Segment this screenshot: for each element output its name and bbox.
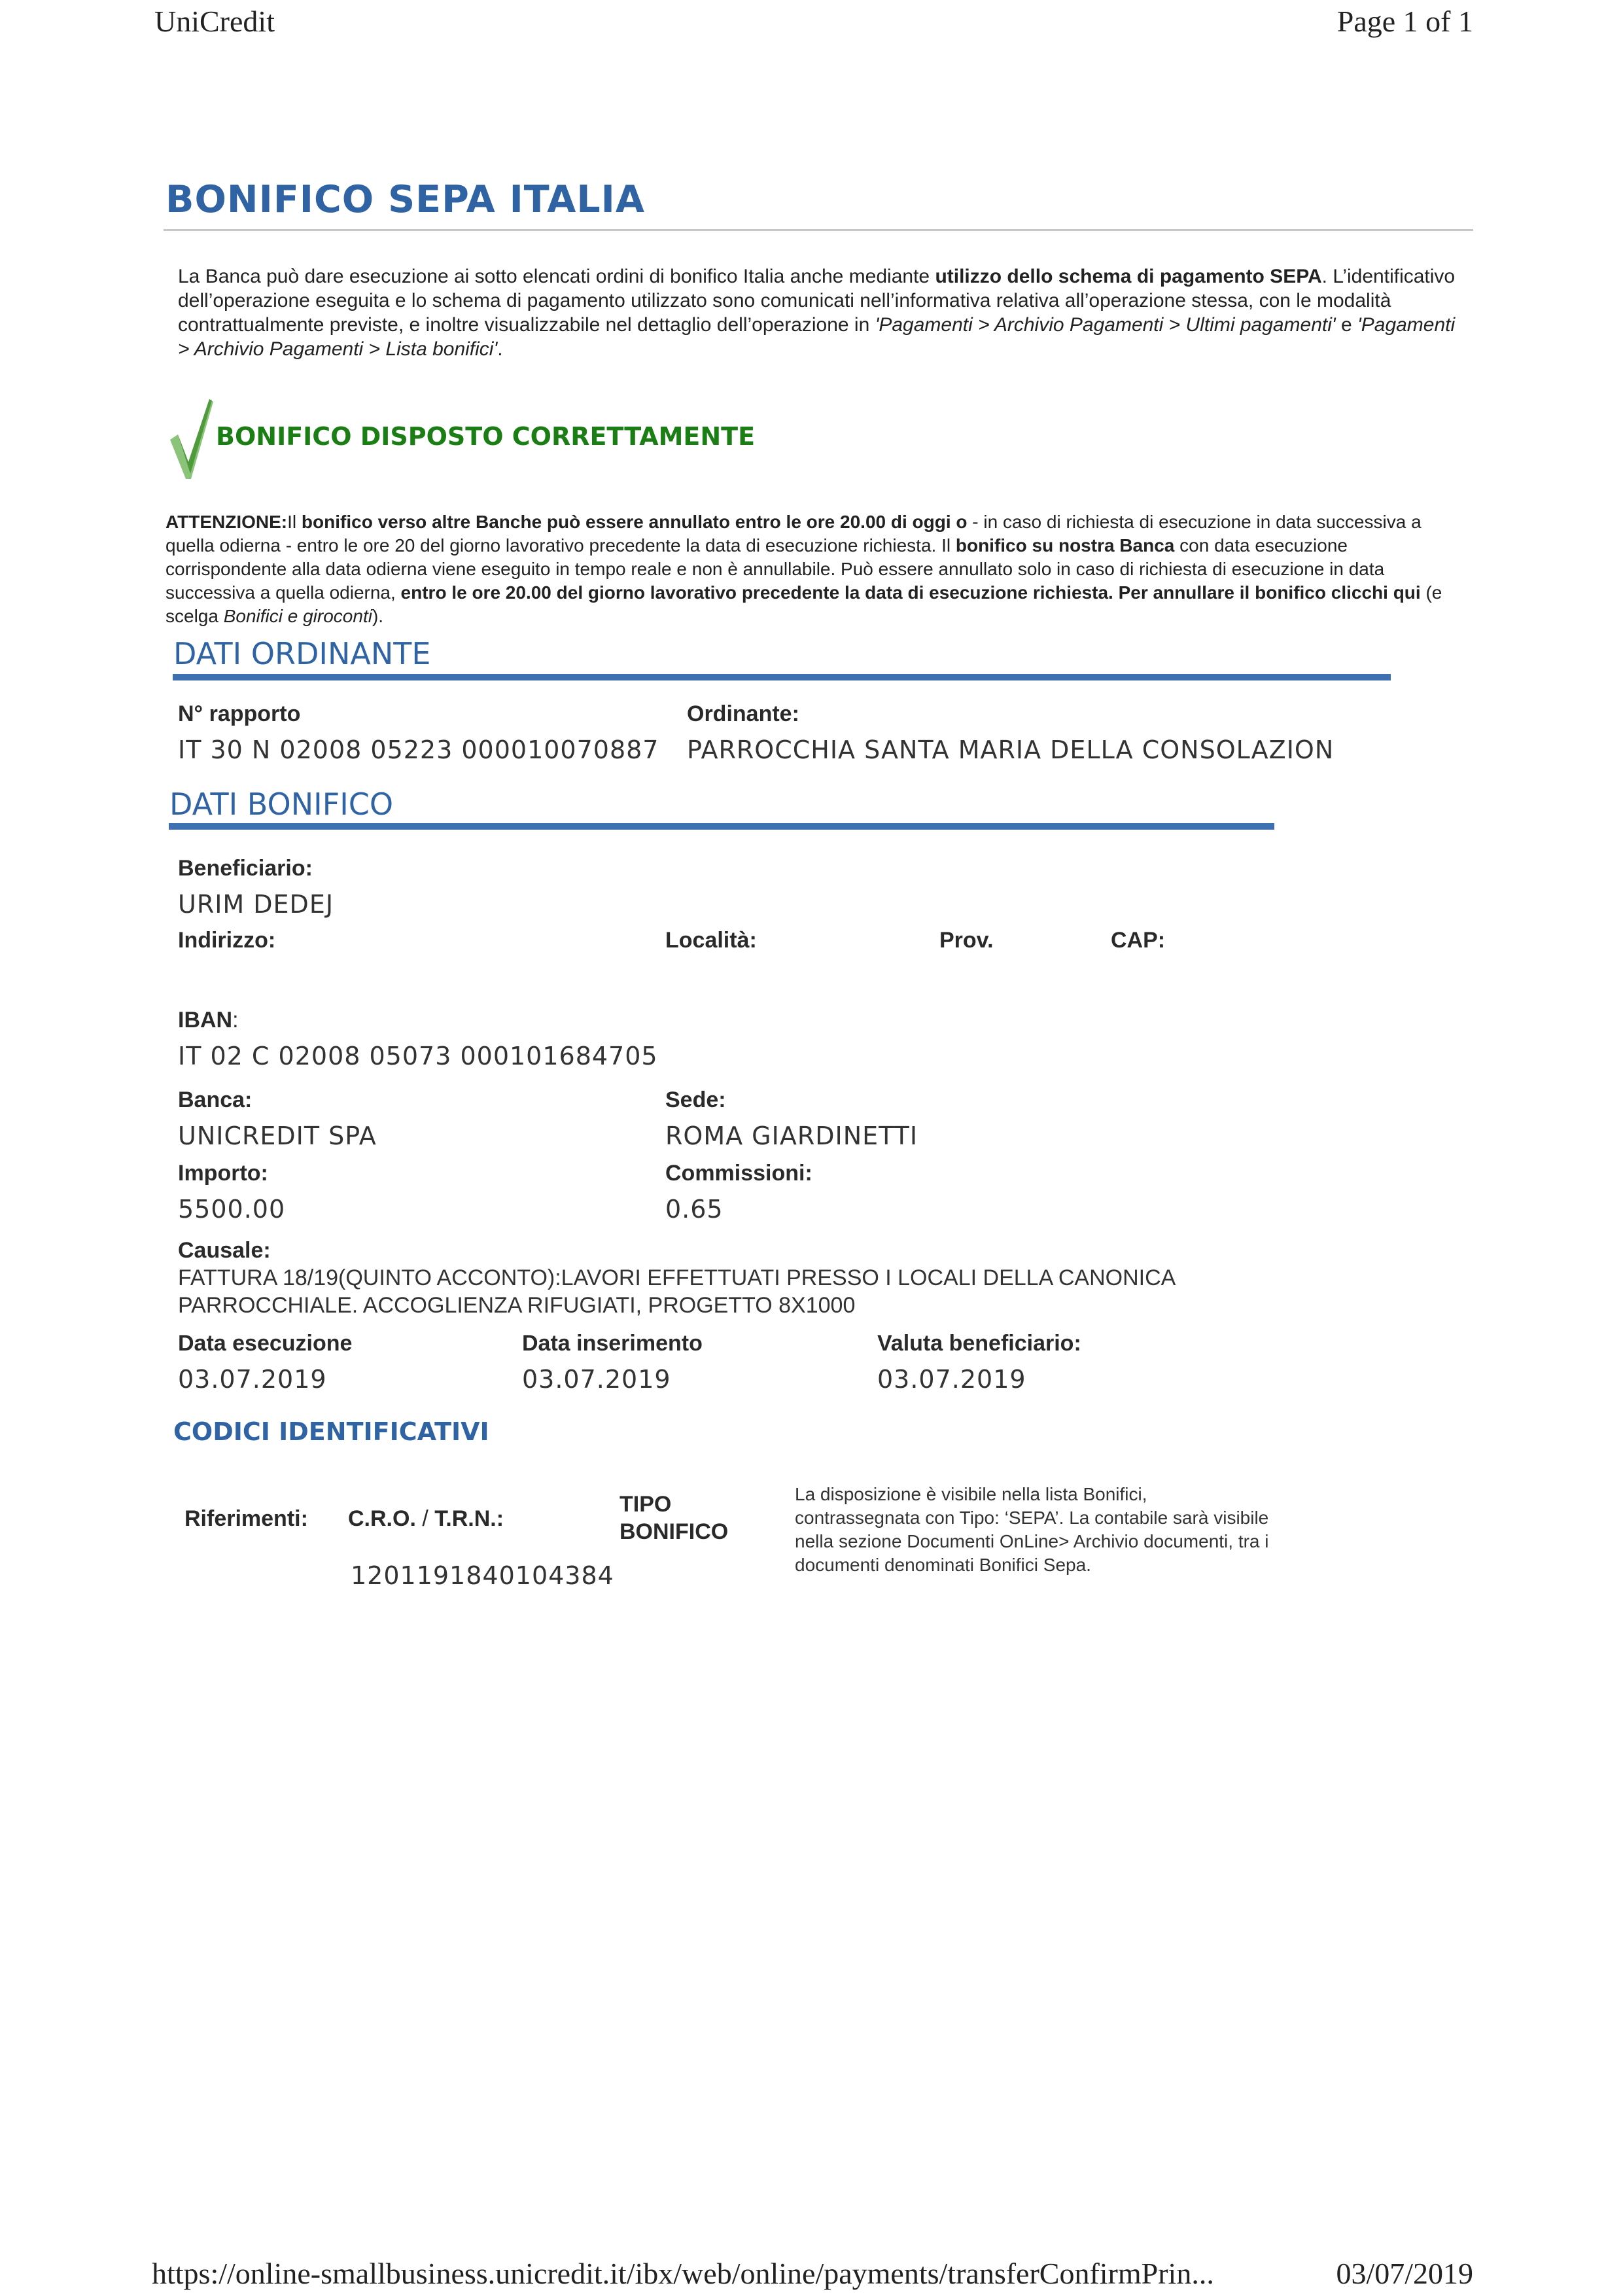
iban-label (178, 1008, 239, 1033)
valuta-label: Valuta beneficiario: (877, 1331, 1081, 1356)
banca-label: Banca: (178, 1087, 253, 1112)
sede-label: Sede: (665, 1087, 726, 1112)
intro-bold-1: utilizzo dello schema di pagamento SEPA (935, 266, 1322, 287)
iban-value: IT 02 C 02008 05073 000101684705 (178, 1042, 658, 1070)
section-title-codici: CODICI IDENTIFICATIVI (173, 1417, 489, 1446)
section-title-ordinante: DATI ORDINANTE (173, 636, 431, 671)
cro-trn-colon: : (496, 1506, 504, 1531)
tipo-bonifico-label-2: BONIFICO (620, 1519, 729, 1544)
attention-text-3: con data esecuzione corrispondente alla data odierna viene eseguito in tempo reale e non è annullabile. Può essere annullato solo in caso di richiesta di esecuzione in data successiva a quella odierna, (166, 535, 1385, 603)
iban-label-colon: : (232, 1008, 239, 1033)
cro-trn-value: 1201191840104384 (351, 1561, 614, 1590)
riferimenti-label: Riferimenti: (184, 1506, 308, 1531)
attention-label: ATTENZIONE: (166, 512, 288, 532)
tipo-bonifico-label-1: TIPO (620, 1492, 672, 1517)
commissioni-value: 0.65 (665, 1195, 724, 1224)
attention-bold-2: bonifico verso altre Banche può essere annullato entro le ore 20.00 di oggi o (301, 512, 968, 532)
cro-trn-separator: / (415, 1506, 435, 1531)
prov-label: Prov. (939, 928, 994, 953)
commissioni-label: Commissioni: (665, 1161, 812, 1186)
checkmark-icon (169, 397, 215, 482)
data-inserimento-value: 03.07.2019 (522, 1365, 671, 1394)
rapporto-value: IT 30 N 02008 05223 000010070887 (178, 735, 659, 764)
indirizzo-label: Indirizzo: (178, 928, 276, 953)
trn-label: T.R.N. (434, 1506, 497, 1531)
attention-text-5: ). (372, 606, 384, 626)
iban-label-text: IBAN (178, 1008, 233, 1033)
cancel-transfer-link[interactable]: entro le ore 20.00 del giorno lavorativo precedente la data di esecuzione richiesta. Per annullare il bonifico clicchi qui (400, 582, 1421, 603)
beneficiario-label: Beneficiario: (178, 856, 313, 881)
cap-label: CAP: (1111, 928, 1166, 953)
sede-value: ROMA GIARDINETTI (665, 1122, 918, 1150)
intro-path-1: 'Pagamenti > Archivio Pagamenti > Ultimi pagamenti' (875, 314, 1336, 336)
importo-label: Importo: (178, 1161, 268, 1186)
print-footer-url: https://online-smallbusiness.unicredit.it/ibx/web/online/payments/transferConfirmPrin... (152, 2257, 1214, 2290)
attention-text-2: - in caso di richiesta di esecuzione in data successiva a quella odierna - entro le ore 20 del giorno lavorativo precedente la data di esecuzione richiesta. Il (166, 512, 1422, 556)
causale-line-2: PARROCCHIALE. ACCOGLIENZA RIFUGIATI, PROGETTO 8X1000 (178, 1293, 856, 1318)
data-esecuzione-label: Data esecuzione (178, 1331, 353, 1356)
page-title: BONIFICO SEPA ITALIA (166, 178, 646, 221)
intro-text-4: . (497, 338, 503, 360)
tipo-bonifico-note: La disposizione è visibile nella lista Bonifici, contrassegnata con Tipo: ‘SEPA’. La contabile sarà visibile nella sezione Documenti OnLine> Archivio documenti, tra i documenti denominati Bonifici Sepa. (795, 1484, 1269, 1575)
print-header-page: Page 1 of 1 (1336, 5, 1473, 38)
importo-value: 5500.00 (178, 1195, 286, 1224)
data-esecuzione-value: 03.07.2019 (178, 1365, 327, 1394)
attention-notice (166, 510, 1448, 628)
section-title-bonifico: DATI BONIFICO (169, 786, 394, 822)
attention-bold-3: bonifico su nostra Banca (955, 535, 1175, 556)
attention-italic-1: Bonifici e giroconti (223, 606, 372, 626)
ordinante-value: PARROCCHIA SANTA MARIA DELLA CONSOLAZION (687, 735, 1335, 764)
print-footer-date: 03/07/2019 (1336, 2257, 1473, 2290)
section-rule-ordinante (173, 674, 1391, 680)
beneficiario-value: URIM DEDEJ (178, 890, 334, 919)
ordinante-label: Ordinante: (687, 701, 799, 726)
intro-text-1: La Banca può dare esecuzione ai sotto elencati ordini di bonifico Italia anche mediante (178, 266, 935, 287)
intro-text-3: e (1335, 314, 1358, 336)
cro-trn-label (348, 1506, 504, 1532)
rapporto-label: N° rapporto (178, 701, 301, 726)
intro-text-2: . L’identificativo dell’operazione eseguita e lo schema di pagamento utilizzato sono comunicati nell’informativa relativa all’operazione stessa, con le modalità contrattualmente previste, e inoltre visualizzabile nel dettaglio dell’operazione in (178, 266, 1456, 336)
data-inserimento-label: Data inserimento (522, 1331, 703, 1356)
attention-text-4: (e scelga (166, 582, 1442, 626)
localita-label: Località: (665, 928, 757, 953)
print-header-title: UniCredit (154, 5, 275, 38)
causale-line-1: FATTURA 18/19(QUINTO ACCONTO):LAVORI EFFETTUATI PRESSO I LOCALI DELLA CANONICA (178, 1265, 1176, 1290)
status-message: BONIFICO DISPOSTO CORRETTAMENTE (216, 422, 756, 451)
intro-paragraph (178, 264, 1470, 361)
causale-label: Causale: (178, 1238, 271, 1263)
cro-label: C.R.O. (348, 1506, 416, 1531)
title-divider (164, 229, 1473, 231)
intro-path-2: 'Pagamenti > Archivio Pagamenti > Lista bonifici' (178, 314, 1456, 360)
section-rule-bonifico (169, 823, 1274, 830)
banca-value: UNICREDIT SPA (178, 1122, 377, 1150)
attention-text-1: Il (287, 512, 302, 532)
valuta-value: 03.07.2019 (877, 1365, 1026, 1394)
